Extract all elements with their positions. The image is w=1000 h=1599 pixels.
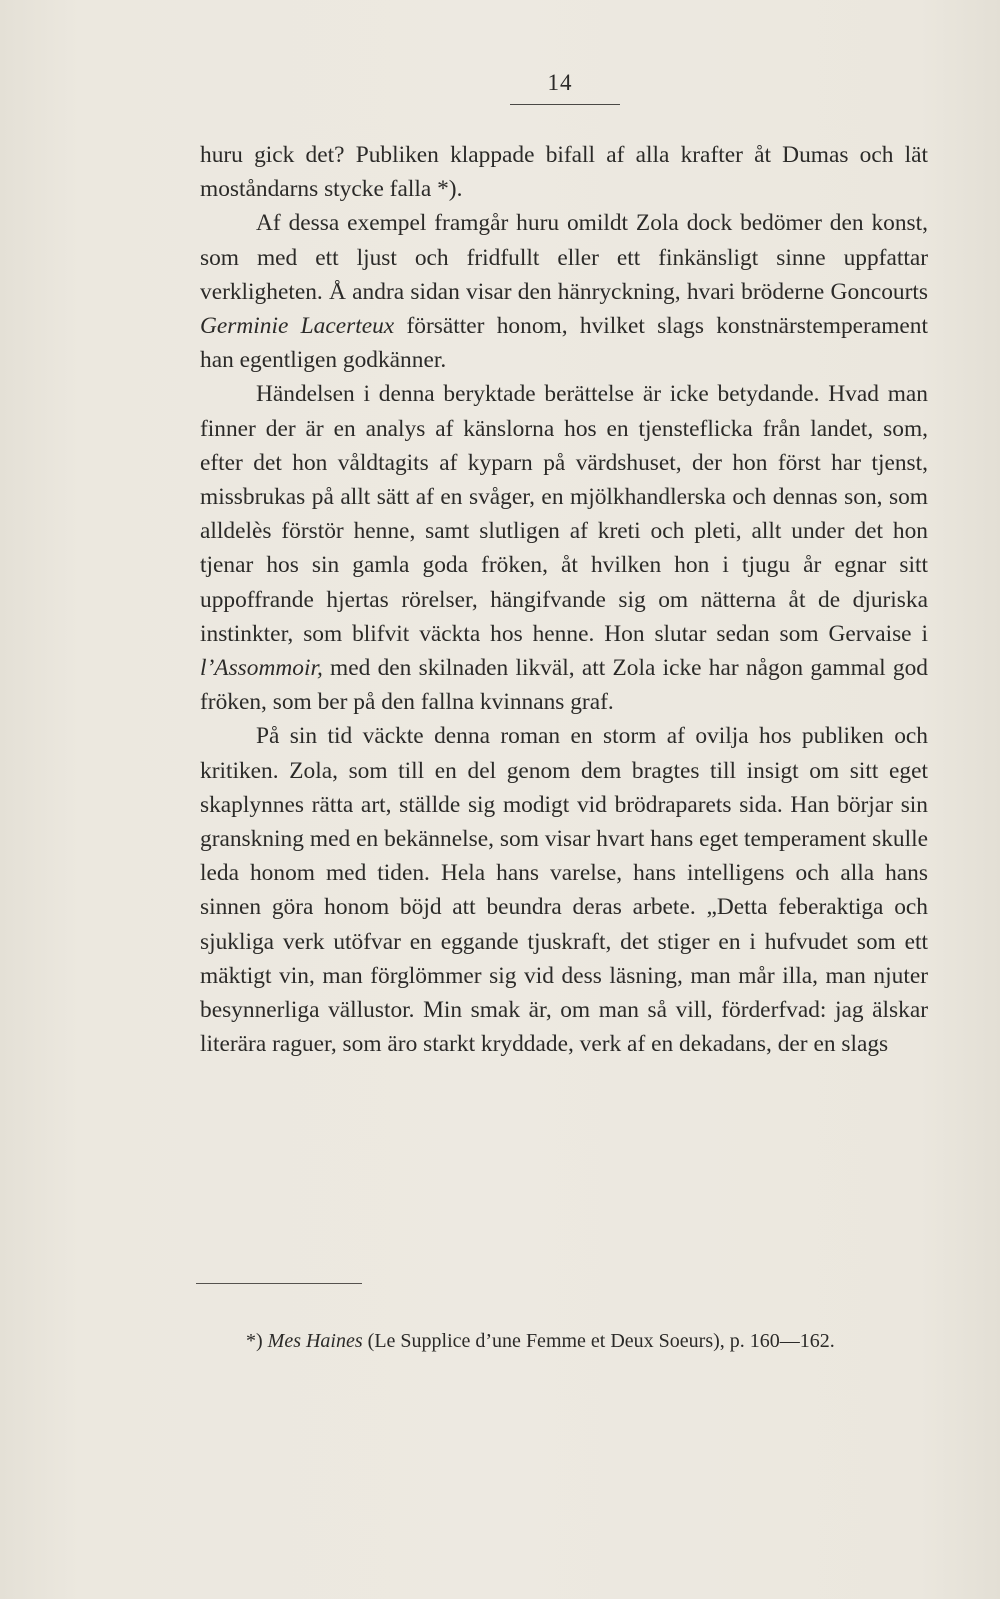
italic-title: Germinie Lacerteux [200,313,395,340]
body-text [200,138,928,1061]
paragraph-text: försätter honom, hvilket slags konstnärstemperament han egentligen godkänner. [200,313,928,374]
paragraph [200,377,928,719]
paragraph-text: Händelsen i denna beryktade berättelse är icke betydande. Hvad man finner der är en analys af känslorna hos en tjensteflicka från landet, som, efter det hon våldtagits af kyparn på värdshuset, der hon först har tjenst, missbrukas på allt sätt af en svåger, en mjölkhandlerska och dennas son, som alldelès förstör henne, samt slutligen af kreti och pleti, allt under det hon tjenar hos sin gamla goda fröken, åt hvilken hon i tjugu år egnar sitt uppoffrande hjertas rörelser, hängifvande sig om nätterna åt de djuriska instinkter, som blifvit väckta hos henne. Hon slutar sedan som Gervaise i [200,381,928,647]
paragraph [200,138,928,206]
paragraph-text: Af dessa exempel framgår huru omildt Zola dock bedömer den konst, som med ett ljust och fridfullt eller ett finkänsligt sinne uppfattar verkligheten. Å andra sidan visar den hänryckning, hvari bröderne Goncourts [200,210,928,305]
paragraph-text: med den skilnaden likväl, att Zola icke har någon gammal god fröken, som ber på den fallna kvinnans graf. [200,655,928,716]
page-number-rule [510,104,620,105]
italic-title: l’Assommoir, [200,655,323,682]
paragraph-text: huru gick det? Publiken klappade bifall af alla krafter åt Dumas och lät moståndarns stycke falla *). [200,142,928,203]
paragraph [200,719,928,1061]
footnote-title: Mes Haines [267,1330,363,1352]
footnote-marker: *) [246,1330,263,1352]
page-number: 14 [547,70,573,95]
footnote-rule [196,1283,362,1284]
paragraph-text: På sin tid väckte denna roman en storm af ovilja hos publiken och kritiken. Zola, som till en del genom dem bragtes till insigt om sitt eget skaplynnes rätta art, ställde sig modigt vid brödraparets sida. Han börjar sin granskning med en bekännelse, som visar hvart hans eget temperament skulle leda honom med tiden. Hela hans varelse, hans intelligens och alla hans sinnen göra honom böjd att beundra deras arbete. „Detta feberaktiga och sjukliga verk utöfvar en eggande tjuskraft, det stiger en i hufvudet som ett mäktigt vin, man förglömmer sig vid dess läsning, man mår illa, man njuter besynnerliga vällustor. Min smak är, om man så vill, förderfvad: jag älskar literära raguer, som äro starkt kryddade, verk af en dekadans, der en slags [200,723,928,1058]
paragraph [200,206,928,377]
footnote [246,1328,946,1354]
footnote-text: (Le Supplice d’une Femme et Deux Soeurs), p. 160—162. [362,1330,835,1352]
